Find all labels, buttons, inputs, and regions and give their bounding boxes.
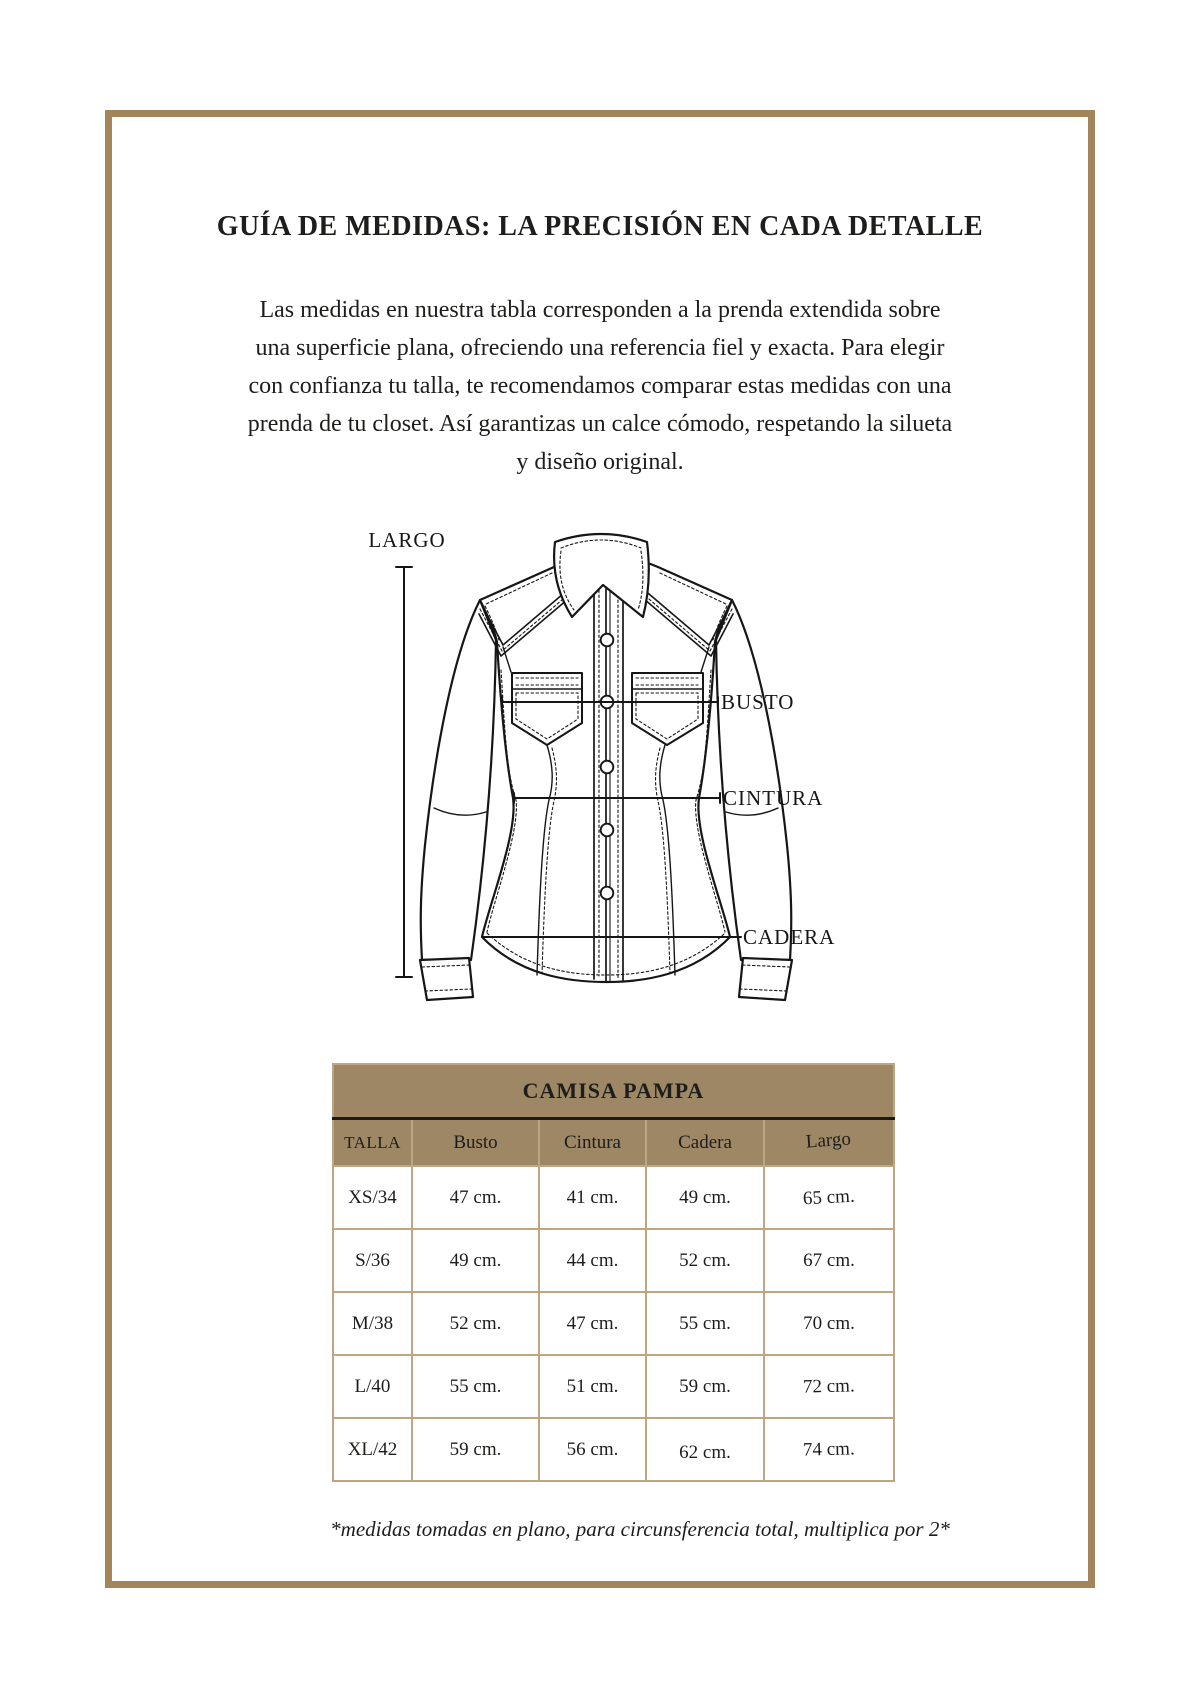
shirt-right-cuff <box>739 958 792 1000</box>
size-label: XS/34 <box>333 1166 412 1229</box>
measure-cell: 72 cm. <box>764 1355 894 1418</box>
table-header-row <box>333 1119 894 1167</box>
measure-cell: 44 cm. <box>539 1229 646 1292</box>
measure-cell: 52 cm. <box>646 1229 764 1292</box>
column-header-cintura: Cintura <box>539 1119 646 1167</box>
measure-cell: 49 cm. <box>412 1229 539 1292</box>
intro-line: y diseño original. <box>516 449 684 475</box>
intro-line: prenda de tu closet. Así garantizas un calce cómodo, respetando la silueta <box>247 411 953 437</box>
measurement-footnote: *medidas tomadas en plano, para circunsferencia total, multiplica por 2* <box>330 1517 950 1541</box>
column-header-busto: Busto <box>412 1119 539 1167</box>
measure-cell: 62 cm. <box>646 1418 764 1481</box>
table-row-xs <box>333 1166 894 1229</box>
measure-cell: 65 cm. <box>764 1166 894 1229</box>
table-row-m <box>333 1292 894 1355</box>
page-title: GUÍA DE MEDIDAS: LA PRECISIÓN EN CADA DETALLE <box>216 211 984 242</box>
size-label: L/40 <box>333 1355 412 1418</box>
label-largo: LARGO <box>368 528 446 552</box>
measure-cell: 52 cm. <box>412 1292 539 1355</box>
intro-line: con confianza tu talla, te recomendamos comparar estas medidas con una <box>248 373 952 399</box>
measure-cell: 74 cm. <box>764 1418 894 1481</box>
table-title: CAMISA PAMPA <box>333 1064 894 1119</box>
table-row-l <box>333 1355 894 1418</box>
shirt-left-sleeve <box>421 600 496 960</box>
measure-cell: 55 cm. <box>412 1355 539 1418</box>
table-title-row <box>333 1064 894 1119</box>
shirt-measurement-diagram <box>340 470 840 1010</box>
measure-cell: 47 cm. <box>539 1292 646 1355</box>
measure-cell: 55 cm. <box>646 1292 764 1355</box>
column-header-cadera: Cadera <box>646 1119 764 1167</box>
measure-cell: 49 cm. <box>646 1166 764 1229</box>
size-label: M/38 <box>333 1292 412 1355</box>
table-row-s <box>333 1229 894 1292</box>
intro-paragraph <box>30 291 1170 481</box>
column-header-largo: Largo <box>764 1119 894 1167</box>
shirt-left-cuff <box>420 958 473 1000</box>
table-row-xl <box>333 1418 894 1481</box>
label-cintura: CINTURA <box>723 786 824 810</box>
measure-cell: 56 cm. <box>539 1418 646 1481</box>
label-cadera: CADERA <box>743 925 836 949</box>
measure-cell: 47 cm. <box>412 1166 539 1229</box>
size-table <box>332 1063 895 1482</box>
intro-line: una superficie plana, ofreciendo una referencia fiel y exacta. Para elegir <box>255 335 945 361</box>
size-label: XL/42 <box>333 1418 412 1481</box>
shirt-right-sleeve <box>716 600 791 960</box>
intro-line: Las medidas en nuestra tabla corresponden a la prenda extendida sobre <box>259 297 941 323</box>
measure-cell: 41 cm. <box>539 1166 646 1229</box>
measure-cell: 70 cm. <box>764 1292 894 1355</box>
measure-cell: 59 cm. <box>412 1418 539 1481</box>
size-label: S/36 <box>333 1229 412 1292</box>
measure-cell: 67 cm. <box>764 1229 894 1292</box>
measure-cell: 59 cm. <box>646 1355 764 1418</box>
column-header-talla: TALLA <box>333 1119 412 1167</box>
measure-cell: 51 cm. <box>539 1355 646 1418</box>
label-busto: BUSTO <box>721 690 795 714</box>
